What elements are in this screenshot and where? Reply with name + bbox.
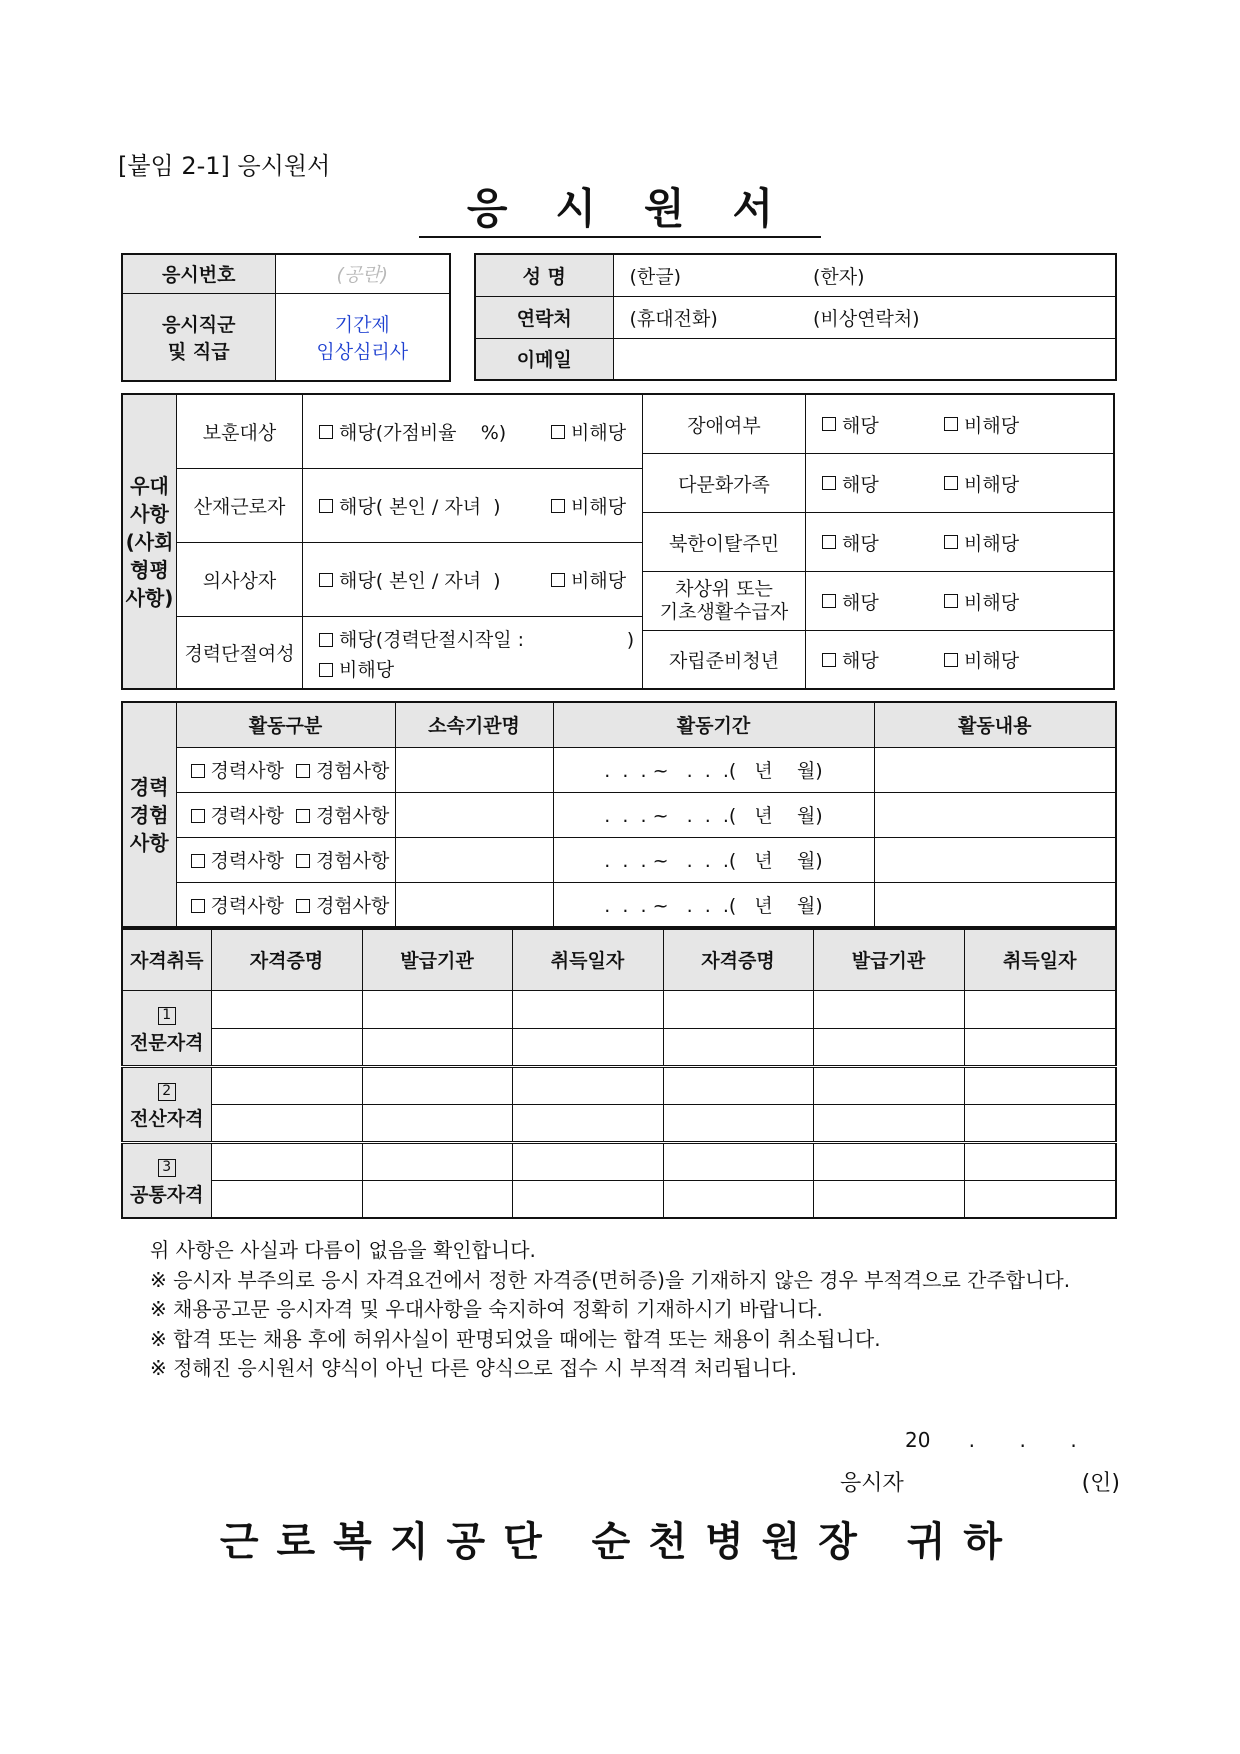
- checkbox-icon[interactable]: [191, 764, 205, 778]
- career-section-label: 경력 경험 사항: [122, 702, 176, 927]
- license-group-computing: 2 전산자격: [122, 1066, 211, 1142]
- license-row: [122, 1180, 1116, 1218]
- checkbox-icon[interactable]: [191, 854, 205, 868]
- closing-addressee: 근로복지공단 순천병원장 귀하: [219, 1519, 1021, 1565]
- pref-label-veterans: 보훈대상: [177, 395, 303, 468]
- note-item: ※ 정해진 응시원서 양식이 아닌 다른 양식으로 접수 시 부적격 처리됩니다.: [150, 1356, 797, 1380]
- attachment-label: [붙임 2-1] 응시원서: [118, 152, 331, 180]
- exam-number-field[interactable]: (공란): [275, 254, 450, 293]
- career-period-field[interactable]: . . . ~ . . .( 년 월): [553, 882, 874, 927]
- career-content-field[interactable]: [874, 837, 1116, 882]
- career-row: [122, 792, 1116, 837]
- applicant-label: 응시자: [840, 1471, 904, 1496]
- pref-option-not-applicable: 비해당: [964, 414, 1020, 437]
- preference-row-disability: [643, 395, 1114, 454]
- career-header-content: 활동내용: [874, 702, 1116, 747]
- notes: [150, 1236, 1070, 1384]
- career-table: [121, 701, 1117, 928]
- license-field[interactable]: [813, 1104, 964, 1142]
- checkbox-icon[interactable]: [319, 633, 333, 647]
- preference-row-righteous-casualty: [177, 543, 642, 617]
- license-field[interactable]: [362, 1066, 512, 1104]
- pref-label-multicultural: 다문화가족: [643, 454, 806, 512]
- checkbox-icon[interactable]: [944, 594, 958, 608]
- checkbox-icon[interactable]: [319, 573, 333, 587]
- career-period-field[interactable]: . . . ~ . . .( 년 월): [553, 792, 874, 837]
- career-organization-field[interactable]: [395, 837, 553, 882]
- seal-label[interactable]: (인): [1081, 1471, 1120, 1496]
- career-row: [122, 882, 1116, 927]
- pref-option-not-applicable: 비해당: [571, 496, 627, 518]
- preference-row-north-korean-defector: [643, 513, 1114, 572]
- license-field[interactable]: [964, 1142, 1116, 1180]
- pref-option-not-applicable: 비해당: [571, 422, 627, 444]
- license-field[interactable]: [663, 1028, 813, 1066]
- license-field[interactable]: [964, 990, 1116, 1028]
- number-2-icon: 2: [158, 1083, 176, 1101]
- preference-right-group: [642, 395, 1113, 688]
- license-field[interactable]: [211, 1180, 362, 1218]
- checkbox-icon[interactable]: [822, 535, 836, 549]
- license-header-category: 자격취득: [122, 929, 211, 990]
- career-type-cell: 경력사항 경험사항: [176, 792, 395, 837]
- license-group-common: 3 공통자격: [122, 1142, 211, 1218]
- career-header-type: 활동구분: [176, 702, 395, 747]
- license-row: [122, 1066, 1116, 1104]
- license-field[interactable]: [211, 1142, 362, 1180]
- license-header-name: 자격증명: [211, 929, 362, 990]
- pref-option-not-applicable: 비해당: [964, 473, 1020, 496]
- preference-row-self-reliance-youth: [643, 631, 1114, 688]
- career-content-field[interactable]: [874, 882, 1116, 927]
- pref-option-not-applicable: 비해당: [964, 591, 1020, 614]
- license-header-date: 취득일자: [964, 929, 1116, 990]
- license-field[interactable]: [663, 1104, 813, 1142]
- preference-row-industrial-accident: [177, 469, 642, 543]
- pref-label-righteous-casualty: 의사상자: [177, 543, 303, 616]
- license-field[interactable]: [362, 1104, 512, 1142]
- license-field[interactable]: [663, 1066, 813, 1104]
- checkbox-icon[interactable]: [319, 425, 333, 439]
- pref-option-applicable: 해당( 본인 / 자녀 ): [339, 496, 501, 518]
- email-label: 이메일: [475, 338, 613, 380]
- license-header-issuer: 발급기관: [813, 929, 964, 990]
- license-field[interactable]: [362, 1180, 512, 1218]
- pref-option-applicable: 해당: [842, 591, 879, 614]
- date-field[interactable]: 20 . . .: [905, 1428, 1077, 1452]
- checkbox-icon[interactable]: [296, 764, 310, 778]
- checkbox-icon[interactable]: [551, 499, 565, 513]
- license-field[interactable]: [211, 990, 362, 1028]
- license-field[interactable]: [512, 1028, 663, 1066]
- license-field[interactable]: [813, 1180, 964, 1218]
- career-organization-field[interactable]: [395, 747, 553, 792]
- license-field[interactable]: [663, 1180, 813, 1218]
- license-field[interactable]: [362, 1028, 512, 1066]
- preference-row-low-income: [643, 572, 1114, 631]
- pref-option-applicable: 해당(경력단절시작일 : ): [339, 629, 635, 651]
- confirmation-statement: 위 사항은 사실과 다름이 없음을 확인합니다.: [150, 1238, 536, 1262]
- email-field[interactable]: [613, 338, 1116, 380]
- license-field[interactable]: [362, 1142, 512, 1180]
- preference-section: [121, 393, 1115, 690]
- license-field[interactable]: [964, 1180, 1116, 1218]
- exam-info-table: [121, 253, 451, 382]
- checkbox-icon[interactable]: [944, 417, 958, 431]
- checkbox-icon[interactable]: [319, 663, 333, 677]
- career-type-cell: 경력사항 경험사항: [176, 882, 395, 927]
- license-field[interactable]: [964, 1066, 1116, 1104]
- pref-option-applicable: 해당: [842, 473, 879, 496]
- preference-row-multicultural: [643, 454, 1114, 513]
- career-header-period: 활동기간: [553, 702, 874, 747]
- license-field[interactable]: [813, 1142, 964, 1180]
- pref-label-low-income: 차상위 또는 기초생활수급자: [643, 572, 806, 630]
- contact-label: 연락처: [475, 296, 613, 338]
- license-field[interactable]: [663, 990, 813, 1028]
- license-row: [122, 990, 1116, 1028]
- emergency-contact-field[interactable]: (비상연락처): [813, 296, 1116, 338]
- checkbox-icon[interactable]: [191, 899, 205, 913]
- pref-option-not-applicable: 비해당: [964, 650, 1020, 672]
- license-field[interactable]: [512, 1104, 663, 1142]
- name-hanja-field[interactable]: (한자): [813, 254, 1116, 296]
- pref-option-applicable: 해당(가점비율 %): [339, 422, 507, 444]
- license-field[interactable]: [813, 990, 964, 1028]
- license-header-date: 취득일자: [512, 929, 663, 990]
- license-group-professional: 1 전문자격: [122, 990, 211, 1066]
- pref-label-industrial-accident: 산재근로자: [177, 469, 303, 542]
- checkbox-icon[interactable]: [551, 573, 565, 587]
- career-type-cell: 경력사항 경험사항: [176, 747, 395, 792]
- checkbox-icon[interactable]: [296, 899, 310, 913]
- career-period-field[interactable]: . . . ~ . . .( 년 월): [553, 837, 874, 882]
- name-hangul-field[interactable]: (한글): [613, 254, 813, 296]
- job-category-label: 응시직군 및 직급: [122, 293, 275, 381]
- number-3-icon: 3: [158, 1159, 176, 1177]
- license-field[interactable]: [964, 1028, 1116, 1066]
- checkbox-icon[interactable]: [822, 417, 836, 431]
- note-item: ※ 채용공고문 응시자격 및 우대사항을 숙지하여 정확히 기재하시기 바랍니다.: [150, 1297, 823, 1321]
- mobile-phone-field[interactable]: (휴대전화): [613, 296, 813, 338]
- license-header-issuer: 발급기관: [362, 929, 512, 990]
- license-field[interactable]: [813, 1066, 964, 1104]
- name-label: 성 명: [475, 254, 613, 296]
- license-field[interactable]: [211, 1066, 362, 1104]
- pref-option-applicable: 해당: [842, 532, 879, 555]
- license-field[interactable]: [813, 1028, 964, 1066]
- license-header-name: 자격증명: [663, 929, 813, 990]
- pref-option-not-applicable: 비해당: [571, 570, 627, 592]
- checkbox-icon[interactable]: [296, 809, 310, 823]
- checkbox-icon[interactable]: [296, 854, 310, 868]
- license-field[interactable]: [512, 990, 663, 1028]
- job-category-value: 기간제 임상심리사: [275, 293, 450, 381]
- career-period-field[interactable]: . . . ~ . . .( 년 월): [553, 747, 874, 792]
- exam-number-label: 응시번호: [122, 254, 275, 293]
- career-header-organization: 소속기관명: [395, 702, 553, 747]
- checkbox-icon[interactable]: [944, 535, 958, 549]
- career-content-field[interactable]: [874, 792, 1116, 837]
- signature-block: [840, 1466, 1120, 1497]
- checkbox-icon[interactable]: [944, 476, 958, 490]
- pref-option-not-applicable: 비해당: [964, 532, 1020, 555]
- checkbox-icon[interactable]: [822, 653, 836, 667]
- career-organization-field[interactable]: [395, 882, 553, 927]
- license-field[interactable]: [211, 1028, 362, 1066]
- preference-row-veterans: [177, 395, 642, 469]
- pref-label-north-korean-defector: 북한이탈주민: [643, 513, 806, 571]
- career-content-field[interactable]: [874, 747, 1116, 792]
- checkbox-icon[interactable]: [551, 425, 565, 439]
- license-row: [122, 1104, 1116, 1142]
- personal-info-table: [474, 253, 1117, 381]
- career-type-cell: 경력사항 경험사항: [176, 837, 395, 882]
- document-title: 응시원서: [0, 182, 1240, 238]
- checkbox-icon[interactable]: [822, 476, 836, 490]
- preference-left-group: [177, 395, 642, 688]
- career-organization-field[interactable]: [395, 792, 553, 837]
- number-1-icon: 1: [158, 1007, 176, 1025]
- license-field[interactable]: [512, 1180, 663, 1218]
- license-field[interactable]: [663, 1142, 813, 1180]
- career-row: [122, 837, 1116, 882]
- checkbox-icon[interactable]: [822, 594, 836, 608]
- preference-section-label: 우대 사항 (사회 형평 사항): [123, 395, 177, 688]
- license-row: [122, 1142, 1116, 1180]
- license-field[interactable]: [964, 1104, 1116, 1142]
- license-table: [121, 928, 1117, 1219]
- license-field[interactable]: [211, 1104, 362, 1142]
- license-field[interactable]: [512, 1142, 663, 1180]
- checkbox-icon[interactable]: [319, 499, 333, 513]
- license-field[interactable]: [362, 990, 512, 1028]
- pref-label-disability: 장애여부: [643, 395, 806, 453]
- pref-option-applicable: 해당( 본인 / 자녀 ): [339, 570, 501, 592]
- career-row: [122, 747, 1116, 792]
- pref-option-applicable: 해당: [842, 650, 879, 672]
- license-row: [122, 1028, 1116, 1066]
- preference-row-career-break: [177, 617, 642, 688]
- note-item: ※ 합격 또는 채용 후에 허위사실이 판명되었을 때에는 합격 또는 채용이 취소됩니다.: [150, 1326, 881, 1351]
- checkbox-icon[interactable]: [944, 653, 958, 667]
- pref-label-self-reliance-youth: 자립준비청년: [643, 631, 806, 688]
- pref-option-applicable: 해당: [842, 414, 879, 437]
- pref-option-not-applicable: 비해당: [339, 659, 395, 681]
- pref-label-career-break: 경력단절여성: [177, 617, 303, 688]
- checkbox-icon[interactable]: [191, 809, 205, 823]
- license-field[interactable]: [512, 1066, 663, 1104]
- note-item: ※ 응시자 부주의로 응시 자격요건에서 정한 자격증(면허증)을 기재하지 않은 경우 부적격으로 간주합니다.: [150, 1267, 1071, 1292]
